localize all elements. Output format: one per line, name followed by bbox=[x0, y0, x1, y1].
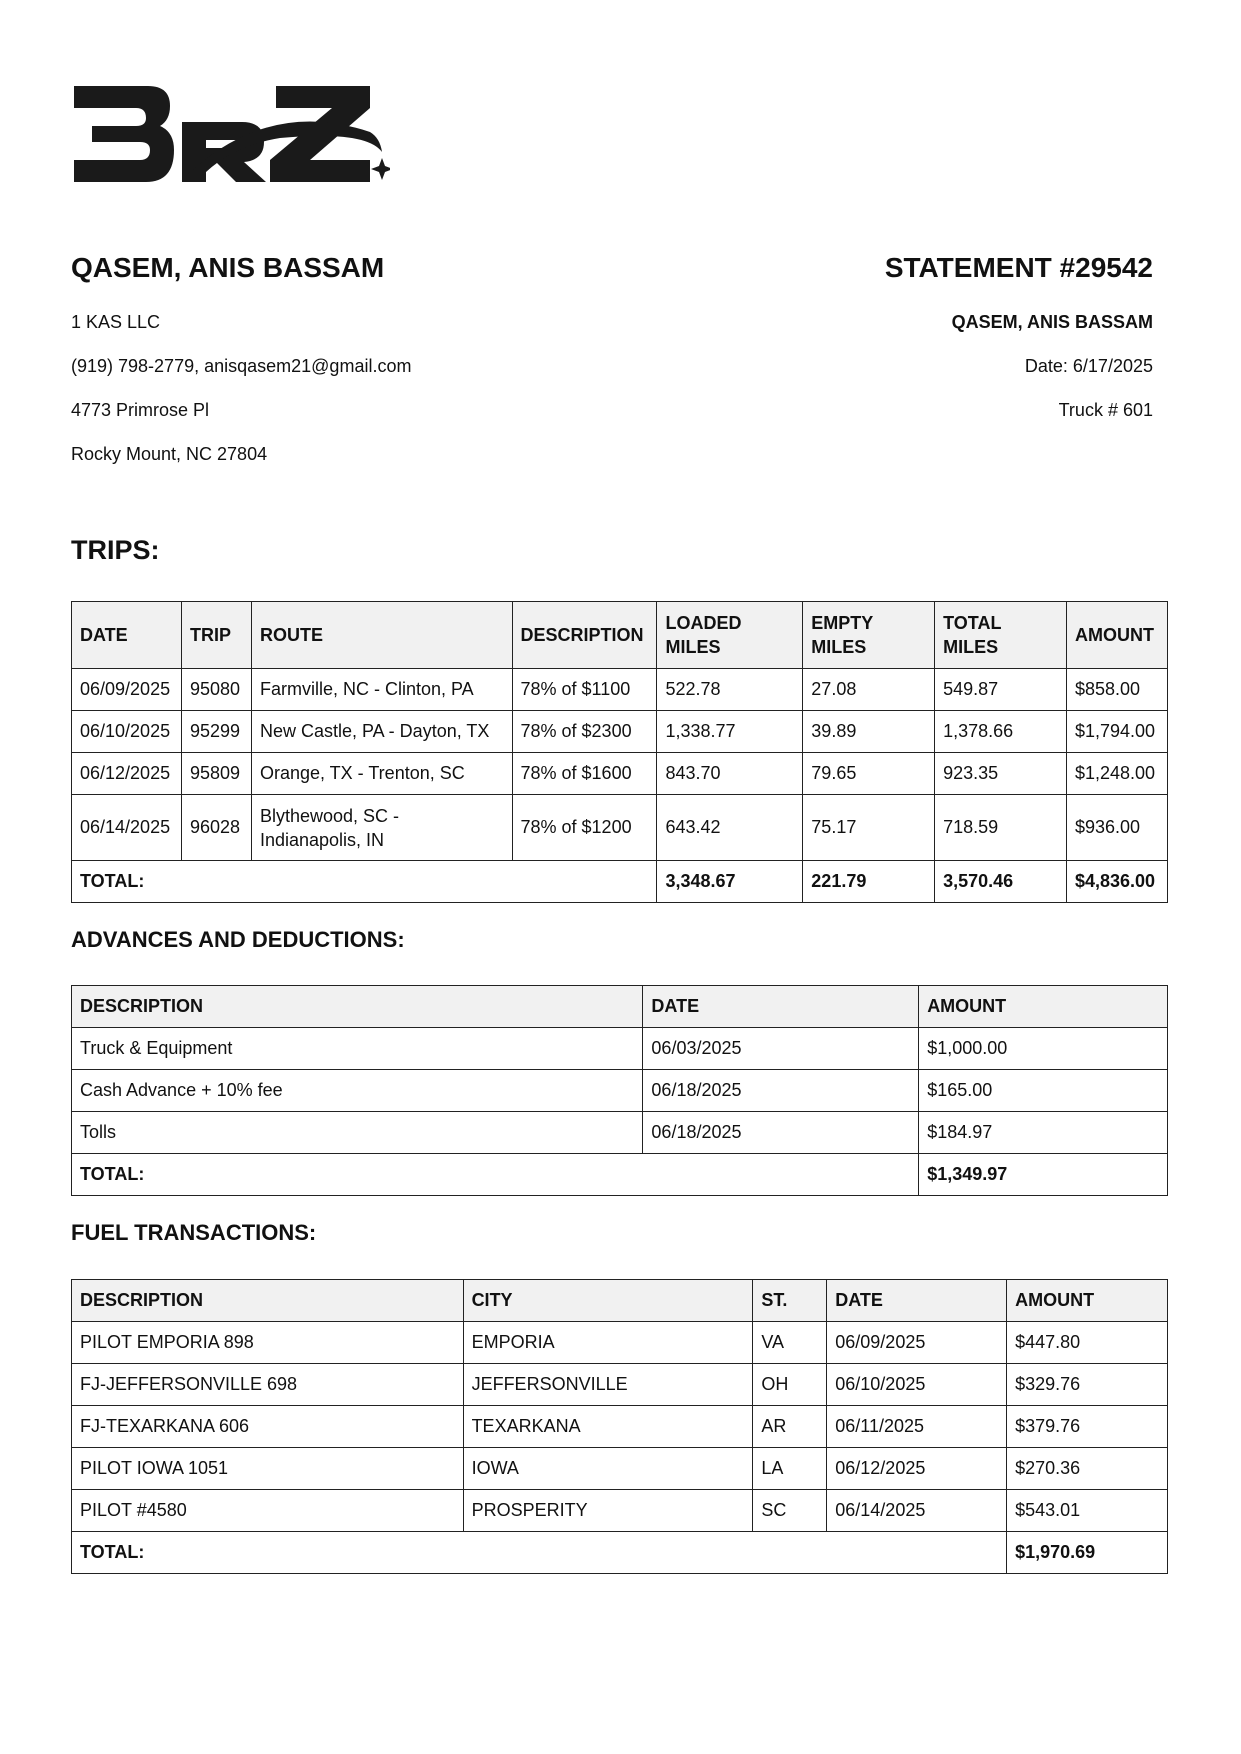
advances-title: ADVANCES AND DEDUCTIONS: bbox=[71, 927, 405, 952]
trip-loaded-miles: 522.78 bbox=[657, 669, 803, 711]
trip-date: 06/09/2025 bbox=[72, 669, 182, 711]
table-row bbox=[72, 1112, 1168, 1154]
trip-number: 95299 bbox=[181, 711, 251, 753]
trip-empty-miles: 39.89 bbox=[803, 711, 935, 753]
header-description: DESCRIPTION bbox=[512, 602, 657, 669]
trip-date: 06/10/2025 bbox=[72, 711, 182, 753]
header-amount: AMOUNT bbox=[1007, 1280, 1168, 1322]
trip-loaded-miles: 1,338.77 bbox=[657, 711, 803, 753]
trip-amount: $1,794.00 bbox=[1066, 711, 1167, 753]
header-empty-miles: EMPTY MILES bbox=[803, 602, 935, 669]
header-state: ST. bbox=[753, 1280, 827, 1322]
fuel-date: 06/11/2025 bbox=[827, 1406, 1007, 1448]
header-description: DESCRIPTION bbox=[72, 1280, 464, 1322]
header-amount: AMOUNT bbox=[919, 986, 1168, 1028]
driver-company: 1 KAS LLC bbox=[71, 312, 161, 332]
advance-date: 06/03/2025 bbox=[643, 1028, 919, 1070]
trip-empty-miles: 27.08 bbox=[803, 669, 935, 711]
trip-route: New Castle, PA - Dayton, TX bbox=[251, 711, 512, 753]
total-empty-miles: 221.79 bbox=[803, 861, 935, 903]
advances-table bbox=[71, 985, 1168, 1196]
trip-route: Orange, TX - Trenton, SC bbox=[251, 753, 512, 795]
trip-total-miles: 1,378.66 bbox=[935, 711, 1067, 753]
fuel-state: VA bbox=[753, 1322, 827, 1364]
table-row bbox=[72, 1070, 1168, 1112]
header-date: DATE bbox=[643, 986, 919, 1028]
fuel-description: PILOT IOWA 1051 bbox=[72, 1448, 464, 1490]
advance-date: 06/18/2025 bbox=[643, 1070, 919, 1112]
table-row bbox=[72, 1448, 1168, 1490]
fuel-description: PILOT EMPORIA 898 bbox=[72, 1322, 464, 1364]
total-label: TOTAL: bbox=[72, 1532, 1007, 1574]
fuel-city: TEXARKANA bbox=[463, 1406, 753, 1448]
company-logo bbox=[70, 78, 390, 198]
statement-info bbox=[593, 252, 1153, 443]
trip-loaded-miles: 643.42 bbox=[657, 795, 803, 861]
trip-amount: $1,248.00 bbox=[1066, 753, 1167, 795]
header-date: DATE bbox=[72, 602, 182, 669]
table-row bbox=[72, 1490, 1168, 1532]
driver-info bbox=[71, 252, 631, 487]
trip-number: 95809 bbox=[181, 753, 251, 795]
trip-date: 06/12/2025 bbox=[72, 753, 182, 795]
total-label: TOTAL: bbox=[72, 1154, 919, 1196]
table-row bbox=[72, 1322, 1168, 1364]
trip-number: 95080 bbox=[181, 669, 251, 711]
fuel-date: 06/14/2025 bbox=[827, 1490, 1007, 1532]
advance-amount: $165.00 bbox=[919, 1070, 1168, 1112]
total-amount: $4,836.00 bbox=[1066, 861, 1167, 903]
trip-total-miles: 549.87 bbox=[935, 669, 1067, 711]
trip-loaded-miles: 843.70 bbox=[657, 753, 803, 795]
table-header-row bbox=[72, 602, 1168, 669]
trip-total-miles: 923.35 bbox=[935, 753, 1067, 795]
fuel-amount: $447.80 bbox=[1007, 1322, 1168, 1364]
total-total-miles: 3,570.46 bbox=[935, 861, 1067, 903]
trip-route: Farmville, NC - Clinton, PA bbox=[251, 669, 512, 711]
driver-contact: (919) 798-2779, anisqasem21@gmail.com bbox=[71, 356, 412, 376]
statement-title: STATEMENT #29542 bbox=[884, 252, 1153, 283]
trip-empty-miles: 79.65 bbox=[803, 753, 935, 795]
fuel-amount: $329.76 bbox=[1007, 1364, 1168, 1406]
advance-description: Cash Advance + 10% fee bbox=[72, 1070, 643, 1112]
statement-name: QASEM, ANIS BASSAM bbox=[951, 312, 1153, 332]
statement-truck: Truck # 601 bbox=[1058, 400, 1153, 420]
total-amount: $1,970.69 bbox=[1007, 1532, 1168, 1574]
header-date: DATE bbox=[827, 1280, 1007, 1322]
fuel-title: FUEL TRANSACTIONS: bbox=[71, 1220, 317, 1245]
statement-date: Date: 6/17/2025 bbox=[1024, 356, 1153, 376]
header-route: ROUTE bbox=[251, 602, 512, 669]
fuel-amount: $270.36 bbox=[1007, 1448, 1168, 1490]
advance-date: 06/18/2025 bbox=[643, 1112, 919, 1154]
table-row bbox=[72, 669, 1168, 711]
fuel-state: AR bbox=[753, 1406, 827, 1448]
fuel-description: FJ-TEXARKANA 606 bbox=[72, 1406, 464, 1448]
trip-empty-miles: 75.17 bbox=[803, 795, 935, 861]
fuel-city: IOWA bbox=[463, 1448, 753, 1490]
driver-name: QASEM, ANIS BASSAM bbox=[71, 252, 385, 283]
trip-route: Blythewood, SC - Indianapolis, IN bbox=[251, 795, 512, 861]
table-row bbox=[72, 1406, 1168, 1448]
fuel-amount: $379.76 bbox=[1007, 1406, 1168, 1448]
header-amount: AMOUNT bbox=[1066, 602, 1167, 669]
trip-description: 78% of $2300 bbox=[512, 711, 657, 753]
fuel-state: OH bbox=[753, 1364, 827, 1406]
fuel-table bbox=[71, 1279, 1168, 1574]
advance-description: Tolls bbox=[72, 1112, 643, 1154]
fuel-state: SC bbox=[753, 1490, 827, 1532]
total-label: TOTAL: bbox=[72, 861, 657, 903]
table-row bbox=[72, 753, 1168, 795]
total-row bbox=[72, 1154, 1168, 1196]
fuel-date: 06/12/2025 bbox=[827, 1448, 1007, 1490]
table-row bbox=[72, 1028, 1168, 1070]
total-loaded-miles: 3,348.67 bbox=[657, 861, 803, 903]
fuel-amount: $543.01 bbox=[1007, 1490, 1168, 1532]
table-header-row bbox=[72, 986, 1168, 1028]
trip-description: 78% of $1100 bbox=[512, 669, 657, 711]
header-loaded-miles: LOADED MILES bbox=[657, 602, 803, 669]
trip-description: 78% of $1200 bbox=[512, 795, 657, 861]
trips-table bbox=[71, 601, 1168, 903]
trips-title: TRIPS: bbox=[71, 535, 160, 565]
driver-address-line2: Rocky Mount, NC 27804 bbox=[71, 444, 268, 464]
header-city: CITY bbox=[463, 1280, 753, 1322]
table-row bbox=[72, 1364, 1168, 1406]
fuel-city: EMPORIA bbox=[463, 1322, 753, 1364]
trip-total-miles: 718.59 bbox=[935, 795, 1067, 861]
trip-date: 06/14/2025 bbox=[72, 795, 182, 861]
trip-amount: $858.00 bbox=[1066, 669, 1167, 711]
fuel-city: JEFFERSONVILLE bbox=[463, 1364, 753, 1406]
fuel-description: PILOT #4580 bbox=[72, 1490, 464, 1532]
trip-number: 96028 bbox=[181, 795, 251, 861]
advance-amount: $1,000.00 bbox=[919, 1028, 1168, 1070]
fuel-city: PROSPERITY bbox=[463, 1490, 753, 1532]
driver-address-line1: 4773 Primrose Pl bbox=[71, 400, 210, 420]
fuel-state: LA bbox=[753, 1448, 827, 1490]
table-row bbox=[72, 711, 1168, 753]
total-row bbox=[72, 861, 1168, 903]
fuel-date: 06/10/2025 bbox=[827, 1364, 1007, 1406]
header-description: DESCRIPTION bbox=[72, 986, 643, 1028]
total-row bbox=[72, 1532, 1168, 1574]
advance-description: Truck & Equipment bbox=[72, 1028, 643, 1070]
header-total-miles: TOTAL MILES bbox=[935, 602, 1067, 669]
total-amount: $1,349.97 bbox=[919, 1154, 1168, 1196]
advance-amount: $184.97 bbox=[919, 1112, 1168, 1154]
table-header-row bbox=[72, 1280, 1168, 1322]
table-row bbox=[72, 795, 1168, 861]
trip-description: 78% of $1600 bbox=[512, 753, 657, 795]
header-trip: TRIP bbox=[181, 602, 251, 669]
fuel-date: 06/09/2025 bbox=[827, 1322, 1007, 1364]
trip-amount: $936.00 bbox=[1066, 795, 1167, 861]
fuel-description: FJ-JEFFERSONVILLE 698 bbox=[72, 1364, 464, 1406]
